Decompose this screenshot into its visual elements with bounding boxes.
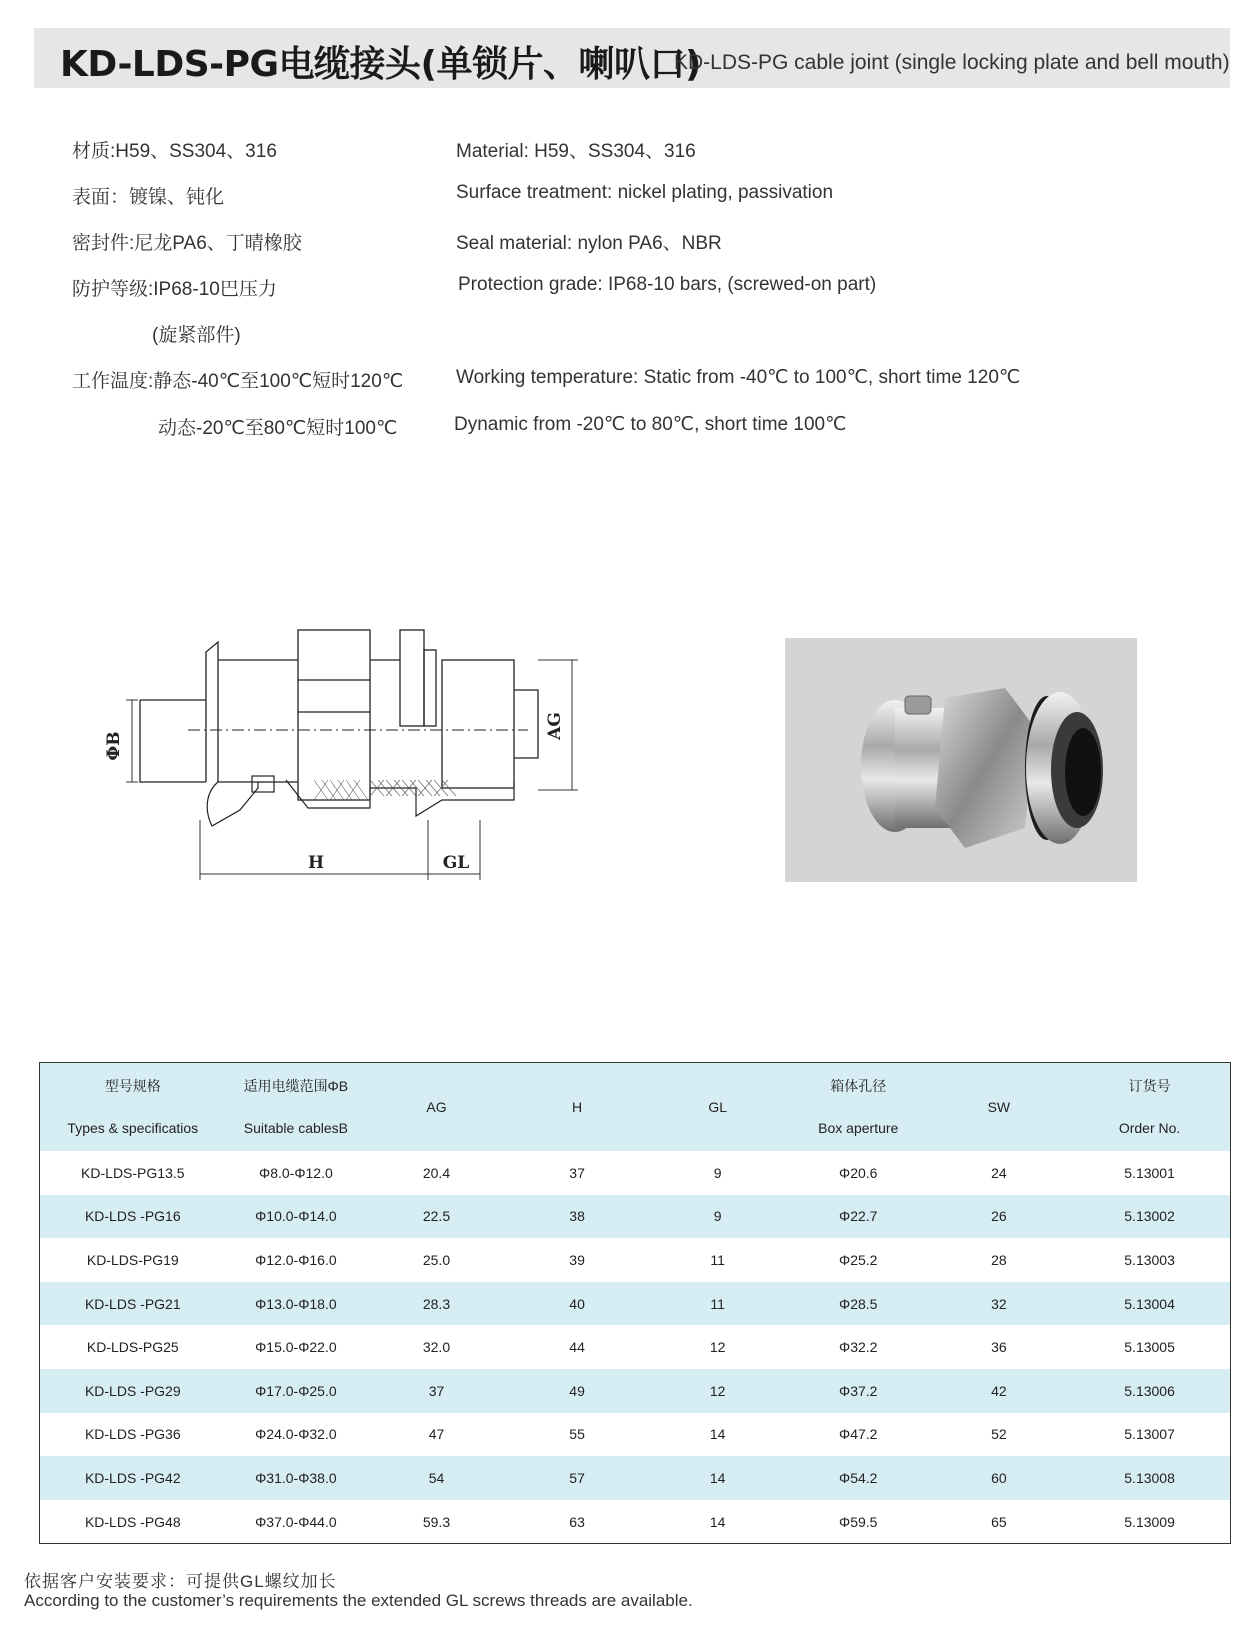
table-row: KD-LDS -PG36 Φ24.0-Φ32.0 47 55 14 Φ47.2 52 5.13007 xyxy=(84,1426,1175,1443)
note-english: According to the customer’s requirements the extended GL screws threads are available. xyxy=(24,1591,693,1610)
label-gl: GL xyxy=(442,853,470,873)
spec-temp-en-2: Dynamic from -20℃ to 80℃, short time 100℃ xyxy=(454,414,847,435)
spec-temp-cn: 工作温度:静态-40℃至100℃短时120℃ xyxy=(72,371,404,392)
header-cable: 适用电缆范围ΦB Suitable cablesB xyxy=(226,1063,367,1152)
label-phi-b: ΦB xyxy=(104,731,124,761)
spec-material-cn: 材质:H59、SS304、316 xyxy=(72,141,277,162)
header-h: H xyxy=(507,1063,648,1152)
spec-protection-cn-2: (旋紧部件) xyxy=(152,325,241,346)
specification-table xyxy=(39,1062,1231,1544)
spec-material-en: Material: H59、SS304、316 xyxy=(456,141,696,162)
label-h: H xyxy=(307,853,325,873)
product-photo xyxy=(785,638,1137,882)
table-row: KD-LDS -PG42 Φ31.0-Φ38.0 54 57 14 Φ54.2 60 5.13008 xyxy=(40,1456,1231,1500)
header-type: 型号规格 Types & specificatios xyxy=(40,1063,226,1152)
spec-seal-cn: 密封件:尼龙PA6、丁晴橡胶 xyxy=(72,233,302,254)
spec-temp-en: Working temperature: Static from -40℃ to 100℃, short time 120℃ xyxy=(456,367,1021,388)
table-row: KD-LDS-PG25 Φ15.0-Φ22.0 32.0 44 12 Φ32.2 36 5.13005 xyxy=(86,1339,1175,1356)
table-row: KD-LDS -PG21 Φ13.0-Φ18.0 28.3 40 11 Φ28.5 32 5.13004 xyxy=(40,1282,1231,1326)
note-chinese: 依据客户安装要求：可提供GL螺纹加长 xyxy=(24,1572,337,1591)
spec-surface-cn: 表面：镀镍、钝化 xyxy=(72,187,225,208)
spec-temp-cn-2: 动态-20℃至80℃短时100℃ xyxy=(158,418,398,439)
spec-seal-en: Seal material: nylon PA6、NBR xyxy=(456,233,722,254)
table-row: KD-LDS-PG19 Φ12.0-Φ16.0 25.0 39 11 Φ25.2 28 5.13003 xyxy=(86,1251,1175,1268)
page-title-english: KD-LDS-PG cable joint (single locking plate and bell mouth) xyxy=(674,51,1230,74)
spec-surface-en: Surface treatment: nickel plating, passivation xyxy=(456,182,834,203)
label-ag: AG xyxy=(545,712,565,740)
table-row: KD-LDS -PG29 Φ17.0-Φ25.0 37 49 12 Φ37.2 42 5.13006 xyxy=(40,1369,1231,1413)
table-row: KD-LDS -PG48 Φ37.0-Φ44.0 59.3 63 14 Φ59.5 65 5.13009 xyxy=(84,1513,1175,1530)
header-order: 订货号 Order No. xyxy=(1069,1063,1230,1152)
table-row: KD-LDS -PG16 Φ10.0-Φ14.0 22.5 38 9 Φ22.7 26 5.13002 xyxy=(40,1195,1231,1239)
table-header-row xyxy=(40,1063,1231,1152)
technical-drawing xyxy=(104,630,588,890)
header-box-aperture: 箱体孔径 Box aperture xyxy=(788,1063,929,1152)
spec-protection-en: Protection grade: IP68-10 bars, (screwed-on part) xyxy=(458,274,877,295)
spec-protection-cn: 防护等级:IP68-10巴压力 xyxy=(72,279,277,300)
table-row: KD-LDS-PG13.5 Φ8.0-Φ12.0 20.4 37 9 Φ20.6 24 5.13001 xyxy=(81,1164,1175,1181)
header-sw: SW xyxy=(929,1063,1070,1152)
header-gl: GL xyxy=(647,1063,788,1152)
page-title: KD-LDS-PG电缆接头(单锁片、喇叭口) xyxy=(60,44,701,85)
header-ag: AG xyxy=(366,1063,507,1152)
